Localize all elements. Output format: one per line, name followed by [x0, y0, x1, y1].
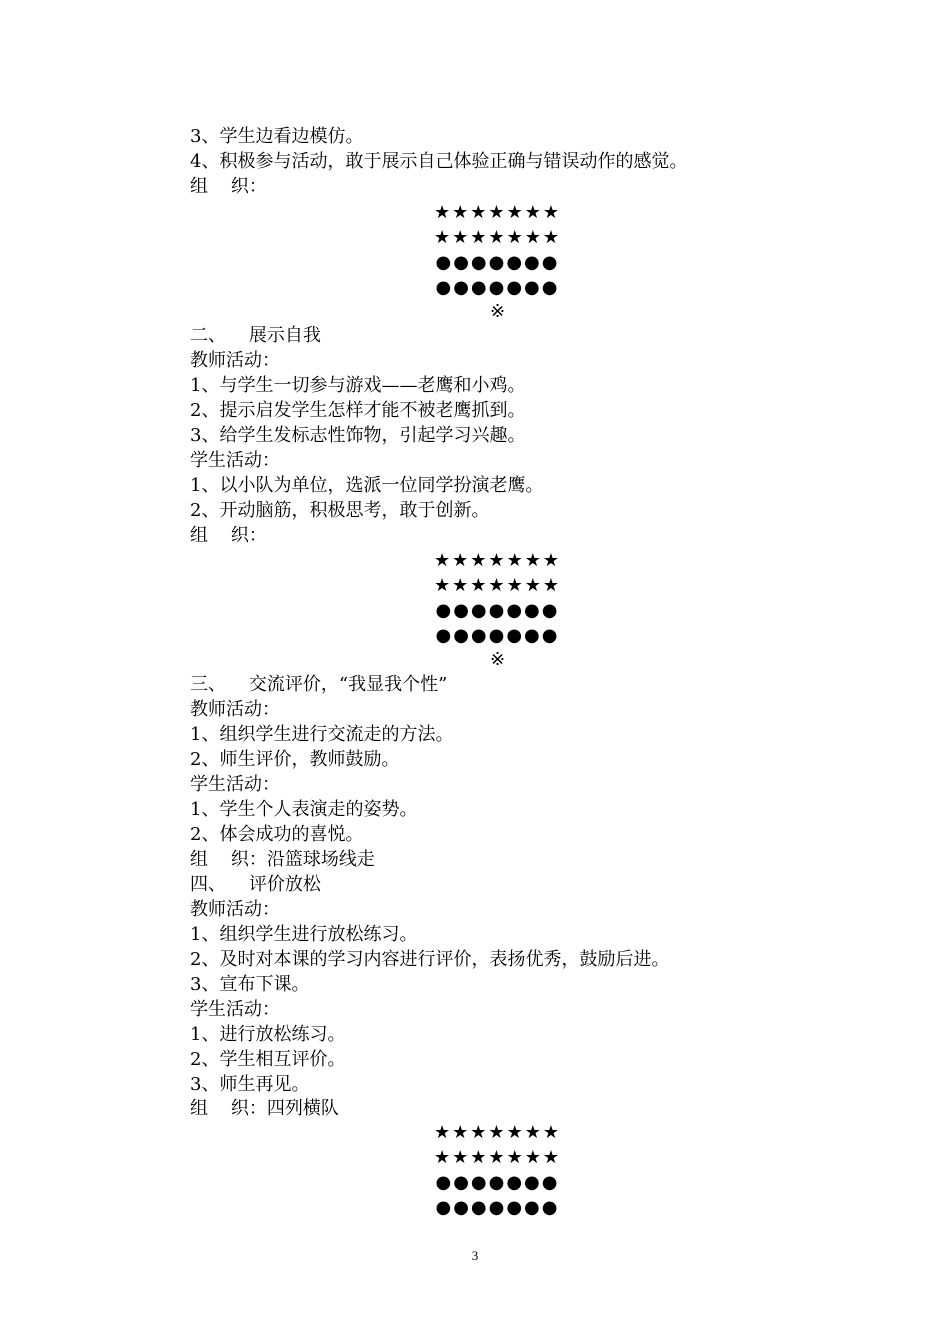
- teacher-item: 1、组织学生进行交流走的方法。: [190, 724, 454, 745]
- teacher-item: 1、组织学生进行放松练习。: [190, 924, 418, 945]
- formation-row-stars: ★★★★★★★: [434, 202, 561, 223]
- student-item: 1、进行放松练习。: [190, 1024, 346, 1045]
- teacher-activity-label: 教师活动：: [190, 699, 280, 720]
- teacher-position-mark: ※: [489, 301, 506, 322]
- formation-row-dots: ●●●●●●●: [435, 600, 560, 621]
- formation-row-stars: ★★★★★★★: [434, 227, 561, 248]
- teacher-item: 3、宣布下课。: [190, 974, 310, 995]
- formation-row-stars: ★★★★★★★: [434, 550, 561, 571]
- teacher-item: 2、师生评价，教师鼓励。: [190, 749, 400, 770]
- student-item: 2、体会成功的喜悦。: [190, 824, 364, 845]
- formation-row-stars: ★★★★★★★: [434, 575, 561, 596]
- page-number: 3: [471, 1248, 479, 1263]
- organization-line: [190, 524, 267, 548]
- formation-row-dots: ●●●●●●●: [435, 252, 560, 273]
- teacher-item: 2、提示启发学生怎样才能不被老鹰抓到。: [190, 400, 526, 421]
- formation-row-dots: ●●●●●●●: [435, 1172, 560, 1193]
- organization-value: 沿篮球场线走: [266, 849, 375, 870]
- organization-line: [190, 848, 375, 872]
- student-item: 3、学生边看边模仿。: [190, 126, 364, 147]
- section-heading: 二、 展示自我: [190, 325, 321, 346]
- teacher-item: 3、给学生发标志性饰物，引起学习兴趣。: [190, 425, 526, 446]
- organization-value: 四列横队: [266, 1098, 339, 1119]
- formation-row-stars: ★★★★★★★: [434, 1122, 561, 1143]
- formation-row-dots: ●●●●●●●: [435, 277, 560, 298]
- organization-label: 组 织：: [190, 176, 267, 197]
- organization-line: [190, 1097, 339, 1121]
- section-heading: 三、 交流评价，“我显我个性”: [190, 674, 448, 695]
- formation-diagram: [410, 200, 585, 300]
- organization-label: 组 织：: [190, 849, 267, 870]
- formation-diagram: [410, 1120, 585, 1220]
- student-activity-label: 学生活动：: [190, 450, 280, 471]
- student-activity-label: 学生活动：: [190, 999, 280, 1020]
- formation-row-dots: ●●●●●●●: [435, 1197, 560, 1218]
- formation-diagram: [410, 548, 585, 648]
- teacher-activity-label: 教师活动：: [190, 899, 280, 920]
- student-item: 1、学生个人表演走的姿势。: [190, 799, 418, 820]
- student-item: 2、学生相互评价。: [190, 1049, 346, 1070]
- student-item: 1、以小队为单位，选派一位同学扮演老鹰。: [190, 475, 544, 496]
- student-item: 4、积极参与活动，敢于展示自己体验正确与错误动作的感觉。: [190, 151, 688, 172]
- student-item: 3、师生再见。: [190, 1074, 310, 1095]
- organization-label: 组 织：: [190, 1098, 267, 1119]
- formation-row-stars: ★★★★★★★: [434, 1147, 561, 1168]
- section-heading: 四、 评价放松: [190, 874, 321, 895]
- teacher-item: 1、与学生一切参与游戏——老鹰和小鸡。: [190, 375, 526, 396]
- teacher-item: 2、及时对本课的学习内容进行评价，表扬优秀，鼓励后进。: [190, 949, 670, 970]
- teacher-position-mark: ※: [489, 649, 506, 670]
- student-activity-label: 学生活动：: [190, 774, 280, 795]
- teacher-activity-label: 教师活动：: [190, 350, 280, 371]
- organization-line: [190, 175, 267, 199]
- student-item: 2、开动脑筋，积极思考，敢于创新。: [190, 500, 490, 521]
- formation-row-dots: ●●●●●●●: [435, 625, 560, 646]
- organization-label: 组 织：: [190, 525, 267, 546]
